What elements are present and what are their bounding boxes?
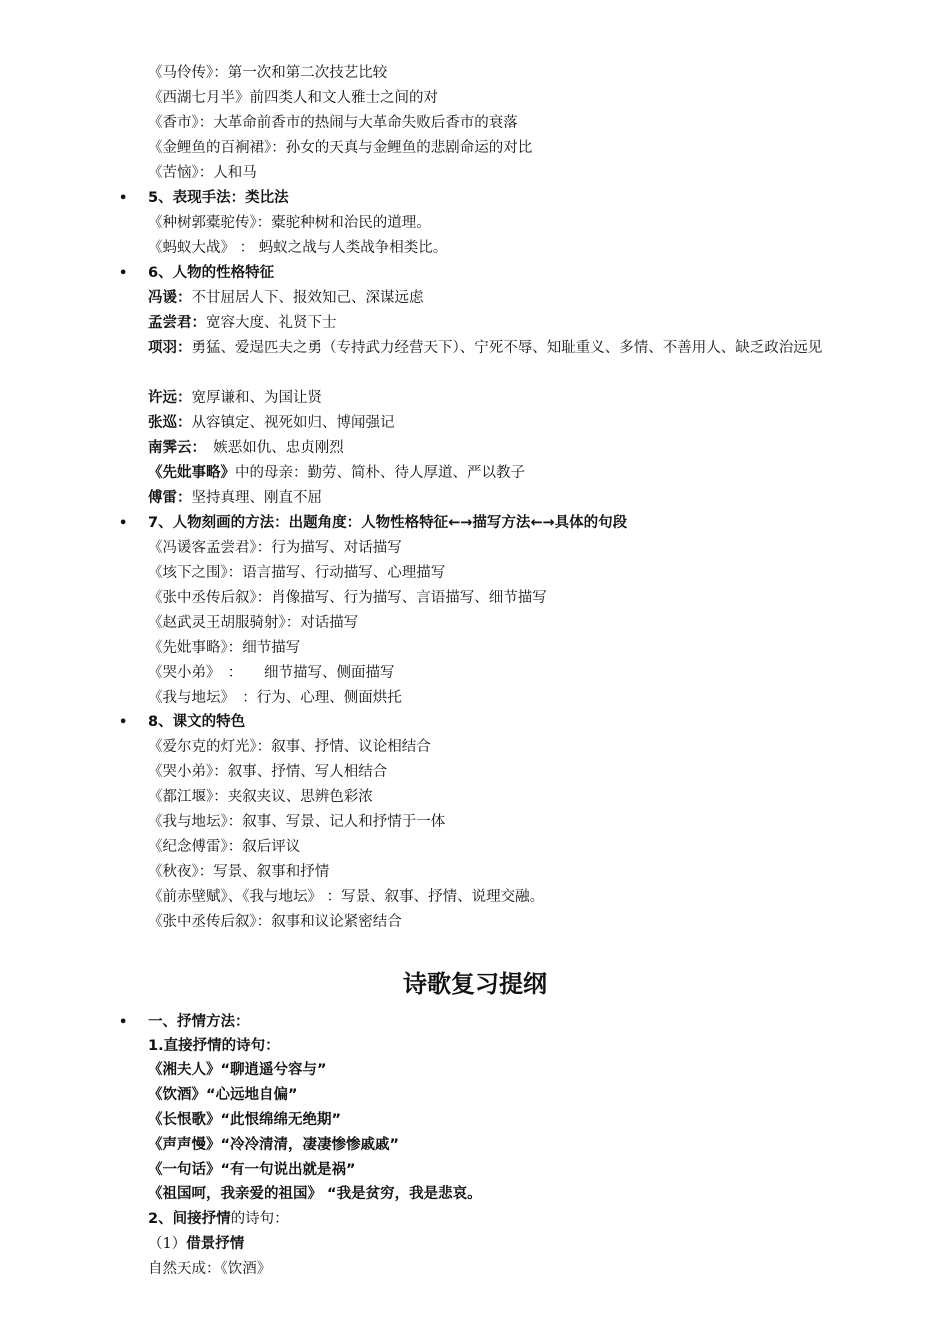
character-desc: 宽厚谦和、为国让贤 [191, 390, 322, 406]
sub-sub-heading-prefix: （1） [148, 1236, 187, 1252]
character-desc: 坚持真理、刚直不屈 [191, 490, 322, 506]
text-line: 《种树郭橐驼传》：橐驼种树和治民的道理。 [148, 215, 431, 231]
character-desc: 勇猛、爱逞匹夫之勇（专持武力经营天下）、宁死不辱、知耻重义、多情、不善用人、缺乏政治远见 [191, 340, 823, 356]
character-name: 许远： [148, 390, 192, 406]
sub-sub-heading [148, 1232, 244, 1257]
text-line: 《哭小弟》：叙事、抒情、写人相结合 [148, 764, 388, 780]
character-line [148, 311, 337, 336]
text-line: 《都江堰》：夹叙夹议、思辨色彩浓 [148, 789, 373, 805]
sub-sub-heading-bold: 借景抒情 [186, 1236, 245, 1252]
poem-line: 《一句话》“有一句说出就是祸” [148, 1162, 356, 1178]
character-line [148, 411, 395, 436]
sub-heading: 1.直接抒情的诗句： [148, 1038, 280, 1054]
bullet-icon: • [119, 191, 128, 206]
poem-line: 《长恨歌》“此恨绵绵无绝期” [148, 1112, 342, 1128]
character-name: 傅雷： [148, 490, 192, 506]
character-line [148, 336, 868, 361]
poem-line: 《湘夫人》“聊逍遥兮容与” [148, 1062, 327, 1078]
character-line [148, 436, 344, 461]
text-line: 《赵武灵王胡服骑射》：对话描写 [148, 615, 359, 631]
character-desc: 不甘屈居人下、报效知己、深谋远虑 [191, 290, 424, 306]
text-line: 《垓下之围》：语言描写、行动描写、心理描写 [148, 565, 446, 581]
sub-heading-rest: 的诗句： [230, 1211, 289, 1227]
bullet-icon: • [119, 266, 128, 281]
character-line [148, 386, 322, 411]
character-name: 冯谖： [148, 290, 192, 306]
poem-line: 《声声慢》“冷冷清清，凄凄惨惨戚戚” [148, 1137, 400, 1153]
character-desc: 宽容大度、礼贤下士 [206, 315, 337, 331]
poem-line: 《饮酒》“心远地自偏” [148, 1087, 298, 1103]
text-line: 《冯谖客孟尝君》：行为描写、对话描写 [148, 540, 402, 556]
sub-heading [148, 1207, 289, 1232]
text-line: 《爱尔克的灯光》：叙事、抒情、议论相结合 [148, 739, 431, 755]
character-line [148, 486, 322, 511]
text-line: 《张中丞传后叙》：叙事和议论紧密结合 [148, 914, 402, 930]
section-heading: 一、抒情方法： [148, 1014, 250, 1030]
character-desc: 中的母亲：勤劳、简朴、待人厚道、严以教子 [235, 465, 525, 481]
text-line: 《香市》：大革命前香市的热闹与大革命失败后香市的衰落 [148, 115, 518, 131]
character-desc: 嫉恶如仇、忠贞刚烈 [198, 440, 344, 456]
character-name: 《先妣事略》 [148, 465, 235, 481]
bullet-icon: • [119, 516, 128, 531]
text-line: 《蚂蚁大战》 ： 蚂蚁之战与人类战争相类比。 [148, 240, 448, 256]
character-desc: 从容镇定、视死如归、博闻强记 [191, 415, 395, 431]
text-line: 《前赤壁赋》、《我与地坛》 ：写景、叙事、抒情、说理交融。 [148, 889, 545, 905]
character-line [148, 286, 424, 311]
text-line: 《哭小弟》 ： 细节描写、侧面描写 [148, 665, 395, 681]
text-line: 《马伶传》：第一次和第二次技艺比较 [148, 65, 388, 81]
text-line: 《我与地坛》：叙事、写景、记人和抒情于一体 [148, 814, 446, 830]
text-line: 《西湖七月半》前四类人和文人雅士之间的对 [148, 90, 438, 106]
text-line: 《纪念傅雷》：叙后评议 [148, 839, 301, 855]
character-name: 南霁云： [148, 440, 199, 456]
character-name: 孟尝君： [148, 315, 206, 331]
text-line: 《秋夜》：写景、叙事和抒情 [148, 864, 330, 880]
bullet-icon: • [119, 715, 128, 730]
text-line: 《苦恼》：人和马 [148, 165, 257, 181]
character-name: 项羽： [148, 340, 192, 356]
section-heading: 5、表现手法：类比法 [148, 190, 289, 206]
character-name: 张巡： [148, 415, 192, 431]
section-heading: 6、人物的性格特征 [148, 265, 275, 281]
sub-heading-bold: 2、间接抒情 [148, 1211, 231, 1227]
section-heading: 7、人物刻画的方法：出题角度：人物性格特征←→描写方法←→具体的句段 [148, 515, 628, 531]
text-line: 《张中丞传后叙》：肖像描写、行为描写、言语描写、细节描写 [148, 590, 547, 606]
section-heading: 8、课文的特色 [148, 714, 246, 730]
text-line: 自然天成：《饮酒》 [148, 1261, 272, 1277]
text-line: 《先妣事略》：细节描写 [148, 640, 301, 656]
character-line [148, 461, 525, 486]
page-title: 诗歌复习提纲 [403, 970, 547, 998]
text-line: 《我与地坛》 ：行为、心理、侧面烘托 [148, 690, 402, 706]
bullet-icon: • [119, 1015, 128, 1030]
text-line: 《金鲤鱼的百裥裙》：孙女的天真与金鲤鱼的悲剧命运的对比 [148, 140, 533, 156]
poem-line: 《祖国呵，我亲爱的祖国》 “我是贫穷，我是悲哀。 [148, 1186, 482, 1202]
